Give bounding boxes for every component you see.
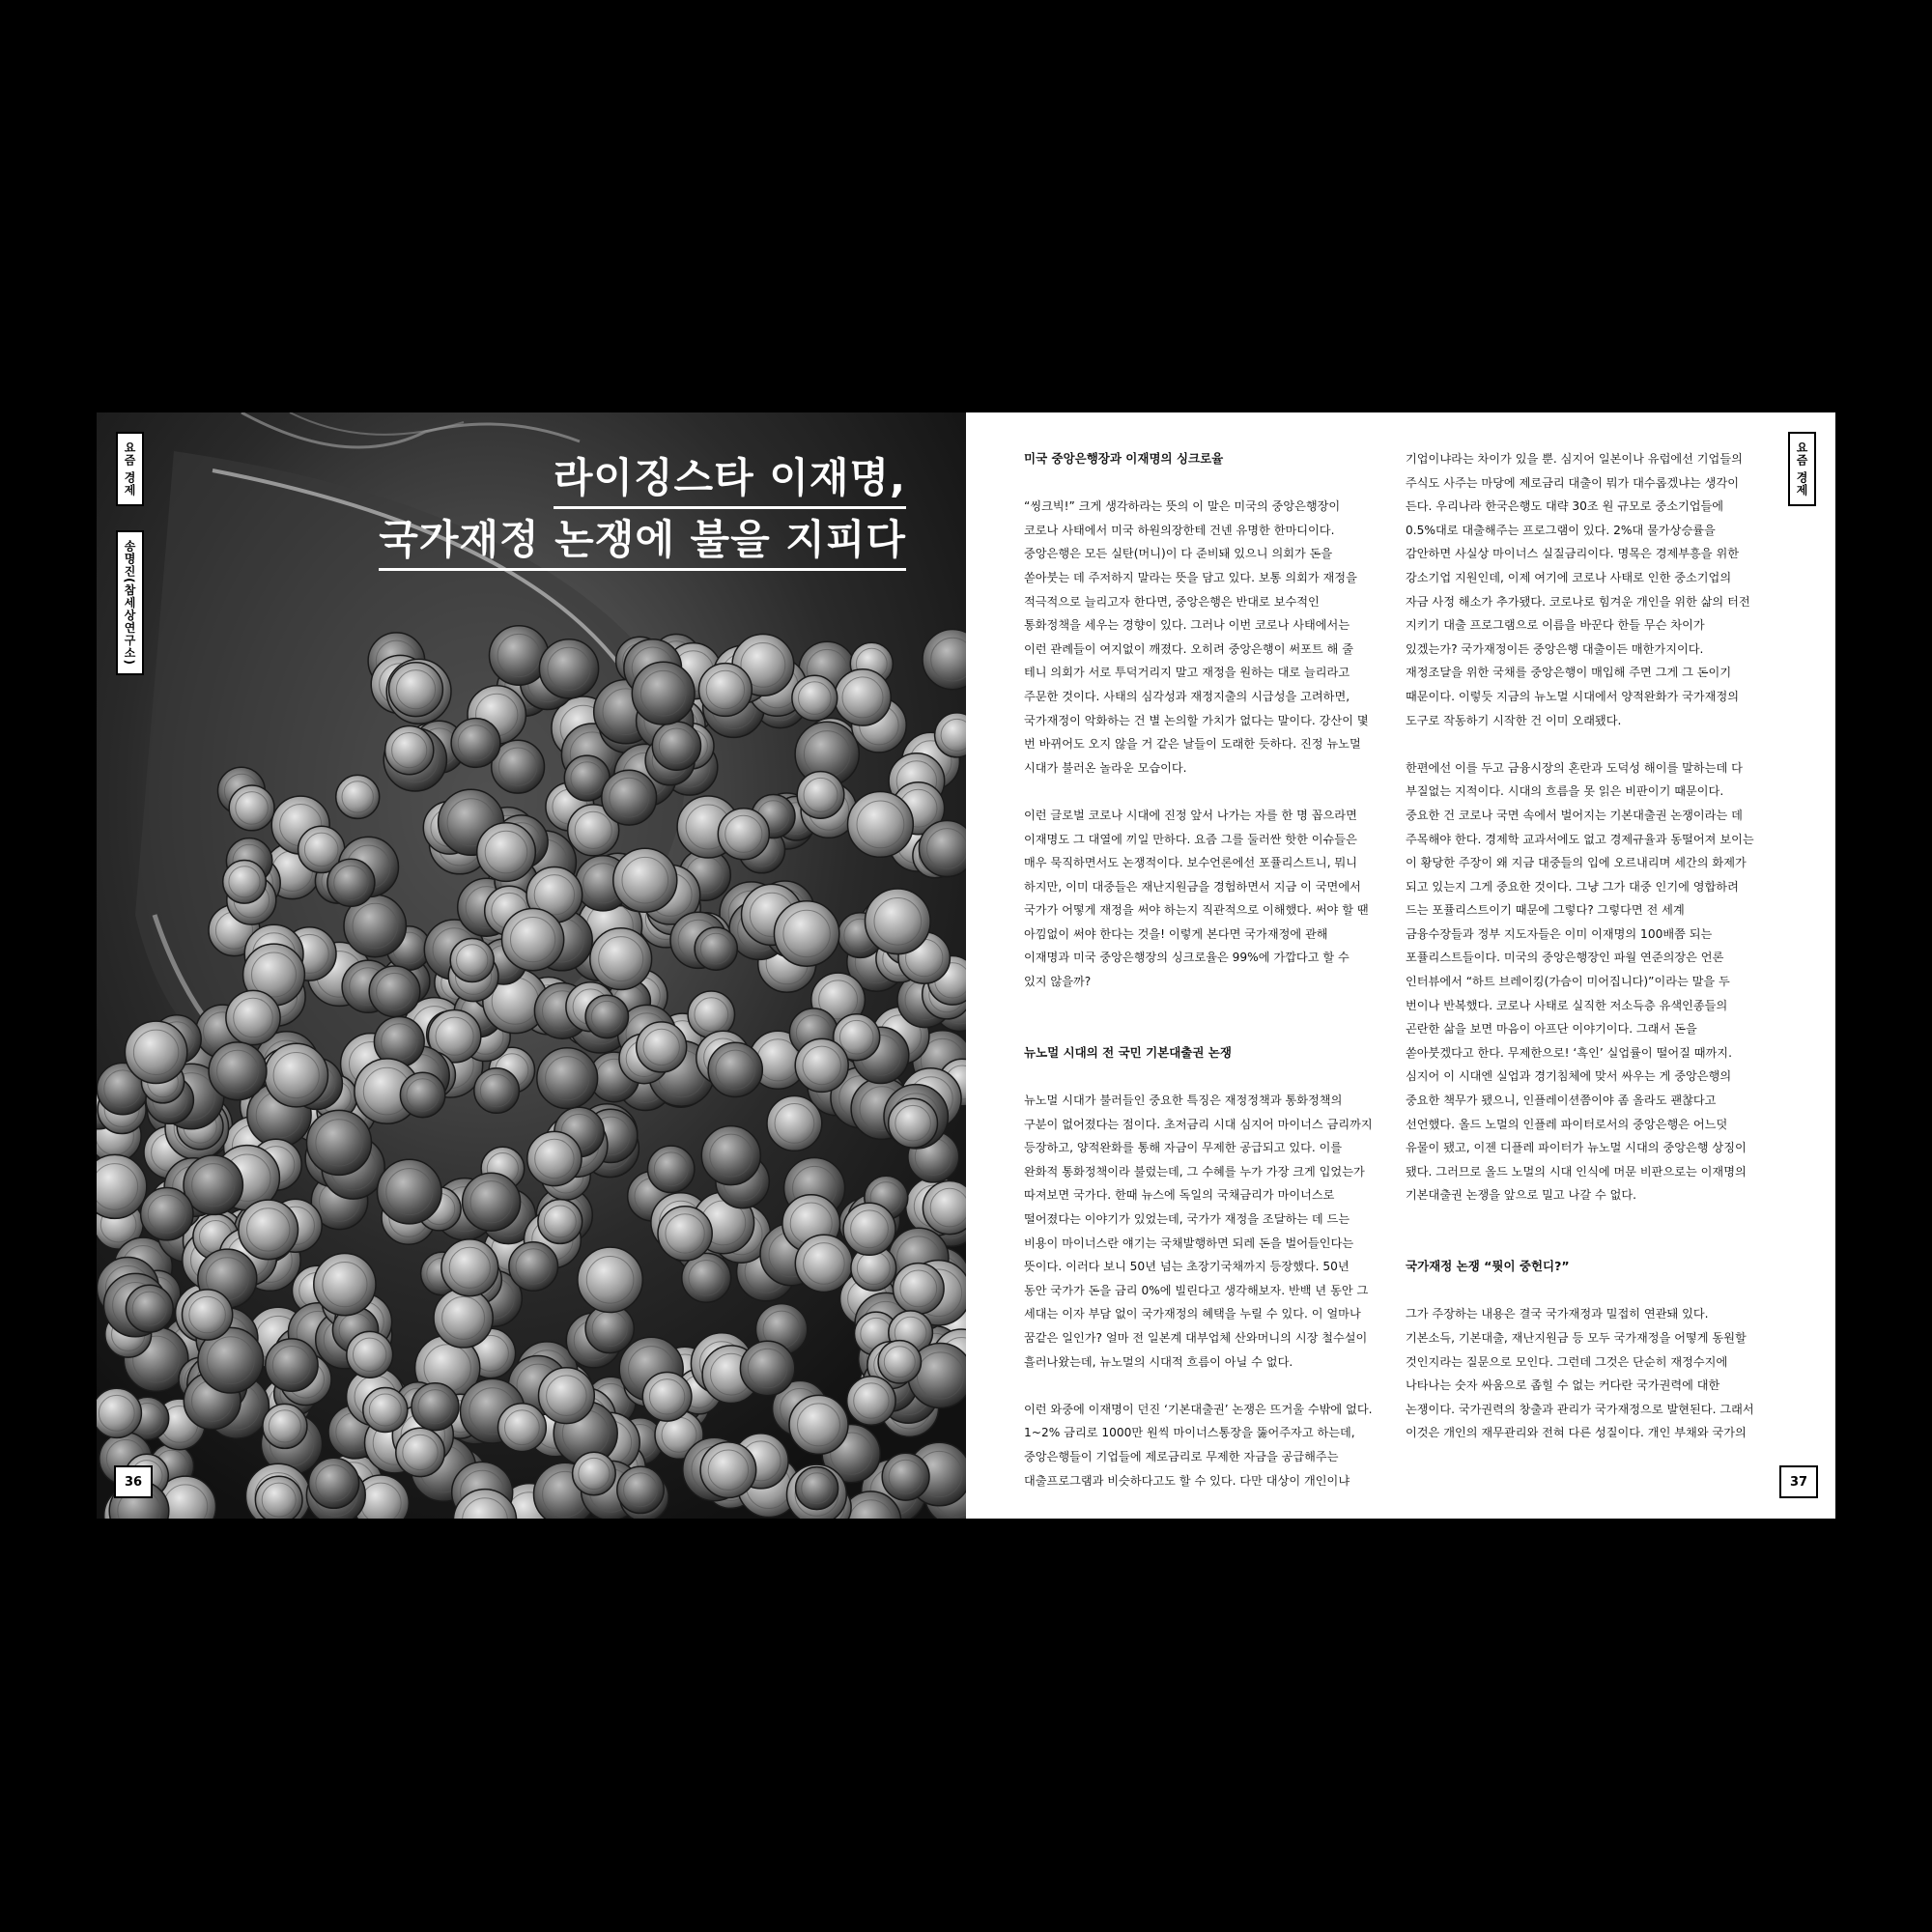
coin xyxy=(602,770,657,825)
headline xyxy=(379,447,906,571)
coin xyxy=(835,669,891,725)
coin xyxy=(537,1048,598,1109)
coin xyxy=(209,1042,267,1100)
coin xyxy=(378,1159,442,1224)
coin xyxy=(239,1200,298,1260)
coin xyxy=(265,1043,328,1107)
paragraph: 뉴노멀 시대가 불러들인 중요한 특징은 재정정책과 통화정책의 구분이 없어졌다는 점이다. 초저금리 시대 심지어 마이너스 금리까지 등장하고, 양적완화를 통해 자금이 무제한 공급되고 있다. 이를 완화적 통화정책이라 불렀는데, 그 수혜를 누가 가장 크게 입었는가 따져보면 국가다. 한때 뉴스에 독일의 국채금리가 마이너스로 떨어졌다는 이야기가 있었는데, 국가가 재정을 조달하는 데 드는 비용이 마이너스란 얘기는 국채발행하면 되레 돈을 벌어들인다는 뜻이다. 이러다 보니 50년 넘는 초장기국채까지 등장했다. 50년 동안 국가가 돈을 금리 0%에 빌린다고 생각해보자. 반백 년 동안 그 세대는 이자 부담 없이 국가재정의 혜택을 누릴 수 있다. 이 얼마나 꿈같은 일인가? 얼마 전 일본계 대부업체 산와머니의 시장 철수설이 흘러나왔는데, 뉴노멀의 시대적 흐름이 아닐 수 없다. xyxy=(1024,1094,1373,1369)
page-number-right: 37 xyxy=(1779,1465,1818,1498)
coin xyxy=(307,1110,372,1175)
paragraph: 기업이냐라는 차이가 있을 뿐. 심지어 일본이나 유럽에선 기업들의 주식도 사주는 마당에 제로금리 대출이 뭐가 대수롭겠냐는 생각이 든다. 우리나라 한국은행도 대략 30조 원 규모로 중소기업들에 0.5%대로 대출해주는 프로그램이 있다. 2%대 물가상승률을 감안하면 사실상 마이너스 실질금리이다. 명목은 경제부흥을 위한 강소기업 지원인데, 이제 여기에 코로나 사태로 인한 중소기업의 자금 사정 해소가 추가됐다. 코로나로 힘겨운 개인을 위한 삶의 터전 지키기 대출 프로그램으로 이름을 바꾼다 한들 무슨 차이가 있겠는가? 국가재정이든 중앙은행 대출이든 매한가지이다. 재정조달을 위한 국채를 중앙은행이 매입해 주면 그게 그 돈이기 때문이다. 이렇듯 지금의 뉴노멀 시대에서 양적완화가 국가재정의 도구로 작동하기 시작한 건 이미 오래됐다. xyxy=(1406,452,1750,727)
coin xyxy=(389,663,443,717)
coin xyxy=(141,1188,193,1240)
coin xyxy=(125,1021,186,1083)
subheading-national-finance-debate: 국가재정 논쟁 “뭣이 중헌디?” xyxy=(1406,1259,1570,1274)
coin xyxy=(385,726,434,775)
coin xyxy=(767,1096,822,1151)
coin xyxy=(451,719,500,768)
coin xyxy=(701,1126,760,1185)
section-tag-right: 요즘 경제 xyxy=(1788,432,1816,506)
paragraph: “씽크빅!” 크게 생각하라는 뜻의 이 말은 미국의 중앙은행장이 코로나 사태에서 미국 하원의장한테 건넨 유명한 한마디이다. 중앙은행은 모든 실탄(머니)이 다 준비돼 있으니 의회가 돈을 쏟아붓는 데 주저하지 말라는 뜻을 담고 있다. 보통 의회가 재정을 적극적으로 늘리고자 한다면, 중앙은행은 반대로 보수적인 통화정책을 세우는 경향이 있다. 그러나 이번 코로나 사태에서는 이런 관례들이 여지없이 깨졌다. 오히려 중앙은행이 써포트 해 줄 테니 의회가 서로 투덕거리지 말고 재정을 원하는 대로 늘리라고 주문한 것이다. 사태의 심각성과 재정지출의 시급성을 고려하면, 국가재정이 악화하는 건 별 논의할 가치가 없다는 말이다. 강산이 몇 번 바뀌어도 오지 않을 거 같은 날들이 도래한 듯하다. 진정 뉴노멀 시대가 불러온 놀라운 모습이다. xyxy=(1024,499,1369,775)
coin xyxy=(434,1289,493,1348)
coin xyxy=(774,901,838,966)
subheading-sync-rate: 미국 중앙은행장과 이재명의 싱크로율 xyxy=(1024,451,1224,466)
author-tag: 송명진(참세상연구소) xyxy=(116,530,144,675)
coin xyxy=(699,664,753,717)
magazine-spread xyxy=(97,412,1835,1519)
coin xyxy=(700,1442,756,1498)
coin xyxy=(740,1341,794,1395)
coin xyxy=(502,909,564,971)
text-column-1 xyxy=(1024,447,1374,1517)
paragraph: 이런 와중에 이재명이 던진 ‘기본대출권’ 논쟁은 뜨거울 수밖에 없다. 1~2% 금리로 1000만 원씩 마이너스통장을 뚫어주자고 하는데, 중앙은행들이 기업들에 제로금리로 무제한 자금을 공급해주는 대출프로그램과 비슷하다고도 할 수 있다. 다만 대상이 개인이냐 xyxy=(1024,1402,1373,1488)
coin xyxy=(789,1395,848,1454)
section-tag-left: 요즘 경제 xyxy=(116,432,144,506)
page-number-left: 36 xyxy=(114,1465,153,1498)
paragraph: 그가 주장하는 내용은 결국 국가재정과 밀접히 연관돼 있다. 기본소득, 기본대출, 재난지원금 등 모두 국가재정을 어떻게 동원할 것인지라는 질문으로 모인다. 그런데 그것은 단순히 재정수지에 나타나는 숫자 싸움으로 좁힐 수 없는 커다란 국가권력에 대한 논쟁이다. 국가권력의 창출과 관리가 국가재정으로 발현된다. 그래서 이것은 개인의 재무관리와 전혀 다른 성질이다. 개인 부채와 국가의 xyxy=(1406,1307,1754,1440)
coin xyxy=(183,1290,233,1340)
coin xyxy=(463,1173,521,1231)
coin xyxy=(266,1339,318,1391)
coin xyxy=(226,990,280,1044)
coin xyxy=(539,1368,595,1424)
coin xyxy=(658,1207,712,1261)
coin xyxy=(708,1042,762,1096)
coin xyxy=(578,1247,642,1312)
coin xyxy=(314,1254,376,1316)
paragraph: 한편에선 이를 두고 금융시장의 혼란과 도덕성 해이를 말하는데 다 부질없는 지적이다. 시대의 흐름을 못 읽은 비판이기 때문이다. 중요한 건 코로나 국면 속에서 벌어지는 기본대출권 논쟁이라는 데 주목해야 한다. 경제학 교과서에도 없고 경제규율과 동떨어져 보이는 이 황당한 주장이 왜 지금 대중들의 입에 오르내리며 세간의 화제가 되고 있는지 그게 중요한 것이다. 그냥 그가 대중 인기에 영합하려 드는 포퓰리스트이기 때문에 그렇다? 그렇다면 전 세계 금융수장들과 정부 지도자들은 이미 이재명의 100배쯤 되는 포퓰리스트들이다. 미국의 중앙은행장인 파월 연준의장은 언론 인터뷰에서 “하트 브레이킹(가슴이 미어집니다)”이라는 말을 두 번이나 반복했다. 코로나 사태로 실직한 저소득층 유색인종들의 곤란한 삶을 보면 마음이 아프단 이야기이다. 그래서 돈을 쏟아붓겠다고 한다. 무제한으로! ‘흑인’ 실업률이 떨어질 때까지. 심지어 이 시대엔 실업과 경기침체에 맞서 싸우는 게 중앙은행의 중요한 책무가 됐으니, 인플레이션쯤이야 좀 올라도 괜찮다고 선언했다. 올드 노멀의 인플레 파이터로서의 중앙은행은 어느덧 유물이 됐고, 이젠 디플레 파이터가 뉴노멀 시대의 중앙은행 상징이 됐다. 그러므로 올드 노멀의 시대 인식에 머문 비판으로는 이재명의 기본대출권 논쟁을 앞으로 밀고 나갈 수 없다. xyxy=(1406,760,1754,1203)
coin xyxy=(718,809,769,860)
left-page xyxy=(97,412,966,1519)
headline-line-1: 라이징스타 이재명, xyxy=(554,450,906,509)
coin xyxy=(396,1428,444,1476)
coin xyxy=(613,848,677,912)
text-column-2 xyxy=(1406,447,1755,1469)
coin xyxy=(527,1131,582,1185)
paragraph: 이런 글로벌 코로나 시대에 진정 앞서 나가는 자를 한 명 꼽으라면 이재명도 그 대열에 끼일 만하다. 요즘 그를 둘러싼 핫한 이슈들은 매우 묵직하면서도 논쟁적이다. 보수언론에선 포퓰리스트니, 뭐니 하지만, 이미 대중들은 재난지원금을 경험하면서 지금 이 국면에서 국가가 어떻게 재정을 써야 하는지 직관적으로 이해했다. 써야 할 땐 아낌없이 써야 한다는 것을! 이렇게 본다면 국가재정에 관해 이재명과 미국 중앙은행장의 싱크로율은 99%에 가깝다고 할 수 있지 않을까? xyxy=(1024,808,1369,989)
coin xyxy=(889,1098,938,1148)
coin xyxy=(795,1038,848,1092)
coin xyxy=(477,823,536,882)
coin xyxy=(652,722,700,770)
coin xyxy=(126,1285,173,1332)
right-page xyxy=(966,412,1835,1519)
coin xyxy=(327,859,375,906)
subheading-basic-loan-debate: 뉴노멀 시대의 전 국민 기본대출권 논쟁 xyxy=(1024,1044,1232,1060)
coin xyxy=(795,1235,852,1292)
coins-jar-photo xyxy=(97,412,966,1519)
coin xyxy=(847,1377,895,1425)
coin xyxy=(632,662,695,724)
coin xyxy=(866,889,931,954)
coin xyxy=(441,1239,498,1296)
coin xyxy=(848,792,914,858)
coin xyxy=(539,639,598,698)
coin xyxy=(590,928,652,990)
headline-line-2: 국가재정 논쟁에 불을 지피다 xyxy=(379,512,906,571)
